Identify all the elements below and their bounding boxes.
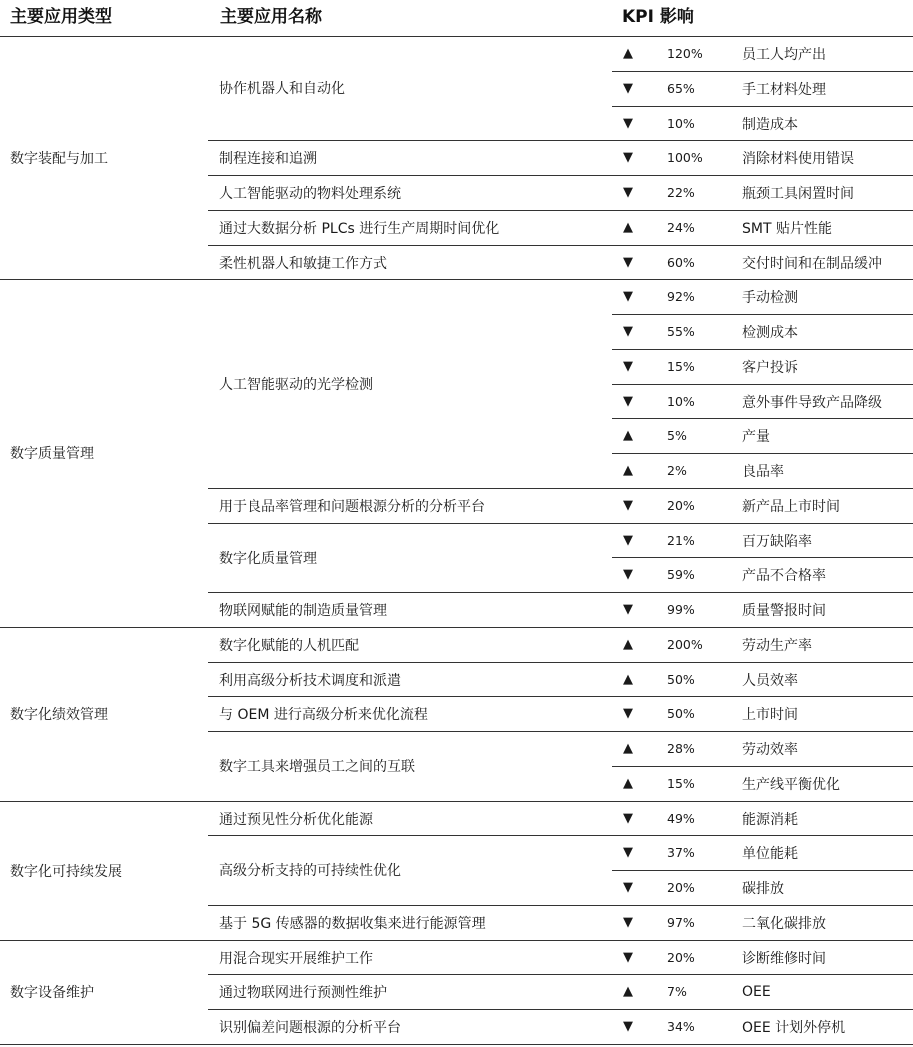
category-label: 数字化绩效管理 (10, 707, 108, 723)
kpi-description: 单位能耗 (742, 845, 798, 862)
kpi-percent: 120% (667, 46, 703, 61)
arrow-down-icon: ▼ (623, 1019, 633, 1034)
app-name: 识别偏差问题根源的分析平台 (219, 1019, 401, 1036)
kpi-percent: 50% (667, 706, 695, 721)
arrow-down-icon: ▼ (623, 255, 633, 270)
app-name: 人工智能驱动的物料处理系统 (219, 185, 401, 202)
kpi-description: 能源消耗 (742, 811, 798, 828)
kpi-description: 意外事件导致产品降级 (742, 394, 882, 411)
app-name: 与 OEM 进行高级分析来优化流程 (219, 706, 428, 723)
kpi-percent: 59% (667, 567, 695, 582)
arrow-up-icon: ▲ (623, 672, 633, 687)
arrow-down-icon: ▼ (623, 289, 633, 304)
app-name: 基于 5G 传感器的数据收集来进行能源管理 (219, 915, 486, 932)
kpi-description: SMT 贴片性能 (742, 220, 832, 237)
kpi-percent: 65% (667, 81, 695, 96)
arrow-up-icon: ▲ (623, 46, 633, 61)
kpi-percent: 20% (667, 880, 695, 895)
kpi-percent: 2% (667, 463, 687, 478)
kpi-description: 良品率 (742, 463, 784, 480)
app-name: 数字工具来增强员工之间的互联 (219, 759, 415, 775)
kpi-description: 新产品上市时间 (742, 498, 840, 515)
app-name: 通过预见性分析优化能源 (219, 811, 373, 828)
category-label: 数字设备维护 (10, 985, 94, 1001)
header-kpi: KPI 影响 (622, 7, 694, 27)
kpi-percent: 200% (667, 637, 703, 652)
header-app-name: 主要应用名称 (220, 7, 322, 27)
kpi-description: 二氧化碳排放 (742, 915, 826, 932)
header-type: 主要应用类型 (10, 7, 112, 27)
category-label: 数字化可持续发展 (10, 863, 122, 880)
kpi-description: OEE (742, 983, 771, 1000)
kpi-description: 交付时间和在制品缓冲 (742, 255, 882, 272)
kpi-description: 检测成本 (742, 324, 798, 341)
kpi-description: 上市时间 (742, 706, 798, 723)
kpi-percent: 24% (667, 220, 695, 235)
kpi-percent: 97% (667, 915, 695, 930)
category-divider (0, 1044, 913, 1045)
arrow-up-icon: ▲ (623, 741, 633, 756)
kpi-description: 产品不合格率 (742, 567, 826, 584)
kpi-percent: 50% (667, 672, 695, 687)
app-name: 协作机器人和自动化 (219, 81, 345, 97)
app-name: 利用高级分析技术调度和派遣 (219, 672, 401, 689)
arrow-up-icon: ▲ (623, 776, 633, 791)
kpi-percent: 37% (667, 845, 695, 860)
arrow-down-icon: ▼ (623, 950, 633, 965)
app-name: 高级分析支持的可持续性优化 (219, 863, 401, 879)
app-name: 制程连接和追溯 (219, 150, 317, 167)
arrow-down-icon: ▼ (623, 811, 633, 826)
kpi-description: 质量警报时间 (742, 602, 826, 619)
kpi-percent: 5% (667, 428, 687, 443)
arrow-down-icon: ▼ (623, 394, 633, 409)
kpi-percent: 20% (667, 950, 695, 965)
kpi-description: 生产线平衡优化 (742, 776, 840, 793)
arrow-up-icon: ▲ (623, 428, 633, 443)
kpi-percent: 100% (667, 150, 703, 165)
arrow-down-icon: ▼ (623, 845, 633, 860)
kpi-description: 员工人均产出 (742, 46, 826, 63)
app-name: 人工智能驱动的光学检测 (219, 376, 373, 393)
arrow-down-icon: ▼ (623, 533, 633, 548)
kpi-percent: 55% (667, 324, 695, 339)
arrow-down-icon: ▼ (623, 880, 633, 895)
arrow-up-icon: ▲ (623, 984, 633, 999)
kpi-description: OEE 计划外停机 (742, 1019, 846, 1036)
kpi-description: 消除材料使用错误 (742, 150, 854, 167)
arrow-down-icon: ▼ (623, 359, 633, 374)
kpi-percent: 49% (667, 811, 695, 826)
arrow-up-icon: ▲ (623, 220, 633, 235)
app-name: 用于良品率管理和问题根源分析的分析平台 (219, 498, 485, 515)
arrow-up-icon: ▲ (623, 463, 633, 478)
category-label: 数字装配与加工 (10, 150, 108, 167)
kpi-percent: 10% (667, 394, 695, 409)
kpi-percent: 28% (667, 741, 695, 756)
kpi-description: 诊断维修时间 (742, 950, 826, 967)
kpi-description: 碳排放 (742, 880, 784, 897)
kpi-percent: 22% (667, 185, 695, 200)
kpi-description: 瓶颈工具闲置时间 (742, 185, 854, 202)
arrow-down-icon: ▼ (623, 185, 633, 200)
kpi-description: 产量 (742, 428, 770, 445)
arrow-up-icon: ▲ (623, 637, 633, 652)
kpi-percent: 92% (667, 289, 695, 304)
arrow-down-icon: ▼ (623, 498, 633, 513)
app-name: 通过物联网进行预测性维护 (219, 984, 387, 1001)
kpi-percent: 15% (667, 776, 695, 791)
kpi-percent: 34% (667, 1019, 695, 1034)
app-name: 通过大数据分析 PLCs 进行生产周期时间优化 (219, 220, 500, 237)
kpi-percent: 60% (667, 255, 695, 270)
kpi-percent: 10% (667, 116, 695, 131)
arrow-down-icon: ▼ (623, 706, 633, 721)
kpi-percent: 15% (667, 359, 695, 374)
arrow-down-icon: ▼ (623, 602, 633, 617)
arrow-down-icon: ▼ (623, 150, 633, 165)
kpi-description: 手动检测 (742, 289, 798, 306)
kpi-description: 人员效率 (742, 672, 798, 689)
kpi-percent: 20% (667, 498, 695, 513)
kpi-description: 劳动效率 (742, 741, 798, 758)
app-name: 用混合现实开展维护工作 (219, 950, 373, 967)
arrow-down-icon: ▼ (623, 915, 633, 930)
kpi-description: 劳动生产率 (742, 637, 812, 654)
app-name: 数字化质量管理 (219, 551, 317, 567)
category-label: 数字质量管理 (10, 446, 94, 462)
kpi-percent: 7% (667, 984, 687, 999)
app-name: 数字化赋能的人机匹配 (219, 637, 359, 654)
kpi-description: 制造成本 (742, 116, 798, 133)
kpi-description: 手工材料处理 (742, 81, 826, 98)
arrow-down-icon: ▼ (623, 116, 633, 131)
arrow-down-icon: ▼ (623, 324, 633, 339)
kpi-percent: 99% (667, 602, 695, 617)
app-name: 物联网赋能的制造质量管理 (219, 602, 387, 619)
kpi-description: 客户投诉 (742, 359, 798, 376)
arrow-down-icon: ▼ (623, 567, 633, 582)
kpi-description: 百万缺陷率 (742, 533, 812, 550)
arrow-down-icon: ▼ (623, 81, 633, 96)
app-name: 柔性机器人和敏捷工作方式 (219, 255, 387, 272)
kpi-percent: 21% (667, 533, 695, 548)
